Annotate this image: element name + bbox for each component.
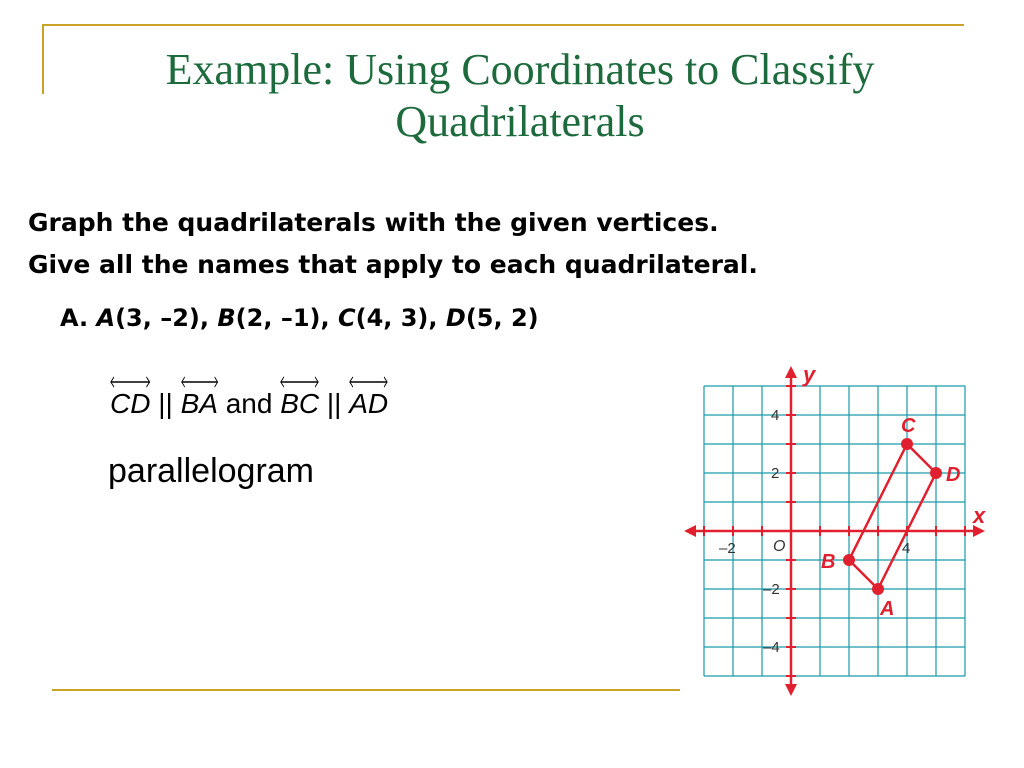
vertex-point-a	[872, 583, 884, 595]
answer-text: parallelogram	[108, 452, 314, 490]
y-tick-label: –4	[763, 639, 780, 656]
vertex-c-coords: (4, 3),	[355, 304, 438, 332]
quadrilateral-abcd	[849, 444, 936, 589]
instructions	[28, 202, 1018, 286]
vertex-label-c: C	[901, 415, 916, 437]
x-tick-label: 4	[902, 540, 911, 557]
parallel-lines-statement	[110, 388, 388, 420]
vertex-b-coords: (2, –1),	[235, 304, 330, 332]
vertex-a-coords: (3, –2),	[115, 304, 210, 332]
origin-label: O	[773, 538, 786, 555]
vertex-label-b: B	[821, 551, 836, 573]
vertex-label-a: A	[880, 598, 895, 620]
y-tick-label: –2	[763, 581, 780, 598]
coordinate-plane-graph	[680, 360, 1000, 700]
quadrilateral-figure	[843, 438, 942, 595]
x-tick-label: –2	[719, 540, 736, 557]
line-ba	[181, 388, 218, 420]
vertex-label-d: D	[946, 464, 961, 486]
vertex-point-c	[901, 438, 913, 450]
line-cd	[110, 388, 150, 420]
vertex-c-name: C	[337, 304, 356, 332]
vertex-point-d	[930, 467, 942, 479]
x-axis-arrow-left-icon	[684, 525, 696, 537]
double-arrow-icon	[349, 376, 388, 388]
vertex-d-name: D	[445, 304, 466, 332]
y-axis-arrow-down-icon	[785, 684, 797, 696]
double-arrow-icon	[110, 376, 150, 388]
instruction-line-2: Give all the names that apply to each quadrilateral.	[28, 250, 758, 279]
top-border-line	[42, 24, 964, 26]
title-line-2: Quadrilaterals	[395, 97, 645, 146]
x-axis-label: x	[973, 503, 986, 528]
vertex-b-name: B	[217, 304, 236, 332]
line-ba-label: BA	[180, 388, 218, 419]
line-bc	[280, 388, 319, 420]
y-tick-label: 2	[771, 465, 780, 482]
instruction-line-1: Graph the quadrilaterals with the given vertices.	[28, 208, 719, 237]
bottom-border-line	[52, 689, 680, 691]
y-axis-arrow-up-icon	[785, 366, 797, 378]
line-ad-label: AD	[349, 388, 389, 419]
part-a-vertices	[60, 304, 539, 332]
vertex-point-b	[843, 554, 855, 566]
double-arrow-icon	[181, 376, 218, 388]
part-a-prefix: A.	[60, 304, 89, 332]
double-arrow-icon	[280, 376, 319, 388]
parallel-symbol-1: ||	[158, 388, 173, 419]
graph-labels	[719, 362, 986, 656]
slide-title	[60, 44, 980, 148]
line-ad	[349, 388, 388, 420]
parallel-symbol-2: ||	[326, 388, 342, 419]
y-tick-label: 4	[771, 407, 780, 424]
line-cd-label: CD	[110, 388, 151, 419]
y-axis-label: y	[803, 362, 816, 387]
line-bc-label: BC	[280, 388, 320, 419]
conjunction-and: and	[225, 388, 273, 419]
vertex-d-coords: (5, 2)	[465, 304, 539, 332]
title-line-1: Example: Using Coordinates to Classify	[165, 45, 875, 94]
left-border-line	[42, 24, 44, 94]
vertex-a-name: A	[96, 304, 116, 332]
